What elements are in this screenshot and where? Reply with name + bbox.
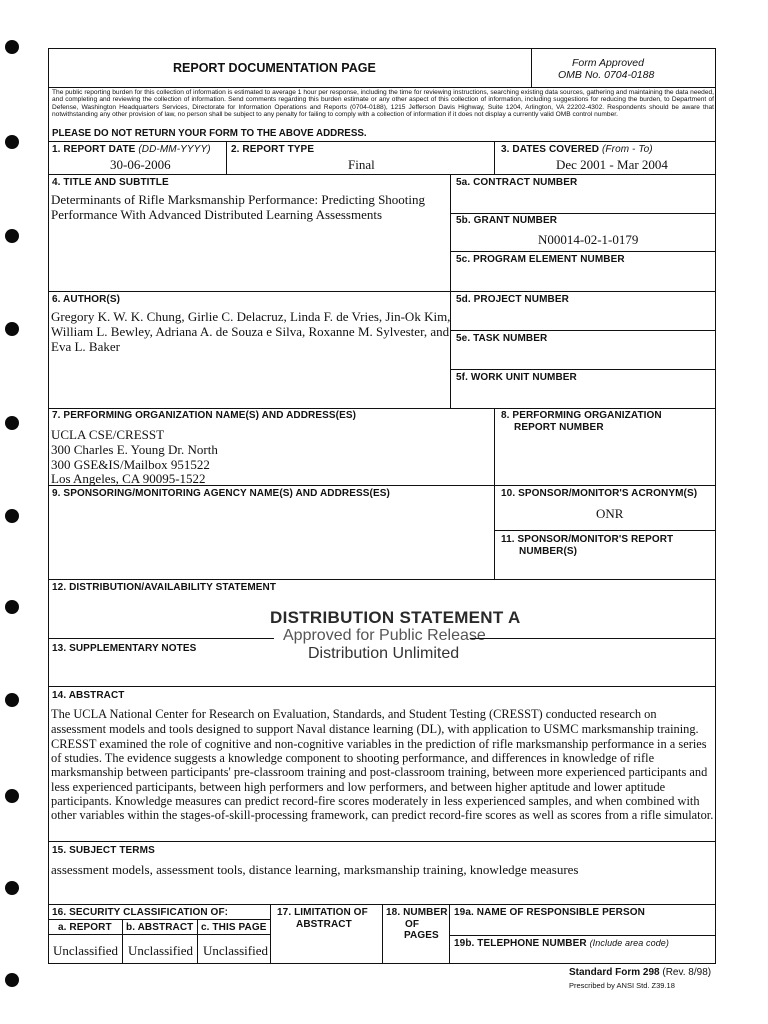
task-number-label: 5e. TASK NUMBER xyxy=(456,333,548,344)
distribution-stamp-heading: DISTRIBUTION STATEMENT A xyxy=(270,608,521,627)
program-element-label: 5c. PROGRAM ELEMENT NUMBER xyxy=(456,254,625,265)
number-pages-label-1: 18. NUMBER xyxy=(386,907,448,918)
performing-org-line-2: 300 Charles E. Young Dr. North xyxy=(51,442,218,457)
omb-number: OMB No. 0704-0188 xyxy=(558,69,655,81)
do-not-return: PLEASE DO NOT RETURN YOUR FORM TO THE ABOVE ADDRESS. xyxy=(52,128,367,139)
sponsor-acronym-label: 10. SPONSOR/MONITOR'S ACRONYM(S) xyxy=(501,488,698,499)
authors-label: 6. AUTHOR(S) xyxy=(52,294,121,305)
sponsor-acronym-value: ONR xyxy=(596,506,624,521)
sponsor-report-label-1: 11. SPONSOR/MONITOR'S REPORT xyxy=(501,534,674,545)
margin-bullet xyxy=(5,135,19,149)
report-type-value: Final xyxy=(348,157,375,172)
authors-line-3: Eva L. Baker xyxy=(51,339,120,354)
security-abstract-value: Unclassified xyxy=(128,943,193,958)
margin-bullet xyxy=(5,789,19,803)
distribution-stamp-approved: Approved for Public Release xyxy=(283,627,486,644)
supplementary-notes-label: 13. SUPPLEMENTARY NOTES xyxy=(52,643,197,654)
performing-report-label-1: 8. PERFORMING ORGANIZATION xyxy=(501,410,662,421)
abstract-line: less experienced participants, between high performers and low performers, and between higher aptitude and lower aptitude xyxy=(51,780,666,794)
margin-bullet xyxy=(5,40,19,54)
authors-line-1: Gregory K. W. K. Chung, Girlie C. Delacruz, Linda F. de Vries, Jin-Ok Kim, xyxy=(51,309,451,324)
contract-number-label: 5a. CONTRACT NUMBER xyxy=(456,177,578,188)
margin-bullet xyxy=(5,973,19,987)
work-unit-label: 5f. WORK UNIT NUMBER xyxy=(456,372,577,383)
abstract-line: of studies. The evidence suggests a knowledge component to shooting performance, and differences in knowledge of rifle xyxy=(51,751,655,765)
abstract-line: participants. Knowledge measures can predict record-fire scores moderately in less experienced samples, and when combined with xyxy=(51,794,700,808)
number-pages-label-3: PAGES xyxy=(404,930,439,941)
margin-bullet xyxy=(5,693,19,707)
prescribed-by: Prescribed by ANSI Std. Z39.18 xyxy=(569,981,675,990)
report-type-label: 2. REPORT TYPE xyxy=(231,144,315,155)
abstract-line: marksmanship between participants' pre-classroom training and post-classroom training, between more experienced participants and xyxy=(51,765,708,779)
report-date-label: 1. REPORT DATE (DD-MM-YYYY) xyxy=(52,144,211,155)
margin-bullet xyxy=(5,600,19,614)
security-page-label: c. THIS PAGE xyxy=(201,922,267,933)
security-abstract-label: b. ABSTRACT xyxy=(126,922,194,933)
form-approved: Form Approved xyxy=(572,57,644,69)
page-title: REPORT DOCUMENTATION PAGE xyxy=(173,61,376,75)
performing-org-line-4: Los Angeles, CA 90095-1522 xyxy=(51,471,206,486)
security-report-label: a. REPORT xyxy=(58,922,112,933)
abstract-line: CRESST examined the role of cognitive and non-cognitive variables in the prediction of rifle marksmanship performance in a series xyxy=(51,737,707,751)
telephone-label: 19b. TELEPHONE NUMBER (Include area code) xyxy=(454,938,670,949)
subject-terms-value: assessment models, assessment tools, distance learning, marksmanship training, knowledge measures xyxy=(51,862,579,877)
dates-covered-label: 3. DATES COVERED (From - To) xyxy=(501,144,653,155)
margin-bullet xyxy=(5,229,19,243)
distribution-stamp-unlimited: Distribution Unlimited xyxy=(308,645,460,662)
project-number-label: 5d. PROJECT NUMBER xyxy=(456,294,569,305)
security-report-value: Unclassified xyxy=(53,943,118,958)
title-line-2: Performance With Advanced Distributed Learning Assessments xyxy=(51,207,383,222)
margin-bullet xyxy=(5,416,19,430)
grant-number-label: 5b. GRANT NUMBER xyxy=(456,215,558,226)
abstract-line: The UCLA National Center for Research on Evaluation, Standards, and Student Testing (CRESST) conducted research on xyxy=(51,707,657,721)
margin-bullet xyxy=(5,881,19,895)
standard-form: Standard Form 298 (Rev. 8/98) xyxy=(569,967,712,978)
sponsor-report-label-2: NUMBER(S) xyxy=(519,546,578,557)
security-page-value: Unclassified xyxy=(203,943,268,958)
burden-statement: The public reporting burden for this collection of information is estimated to average 1 hour per response, including the time for reviewing instructions, searching existing data sources, gathering and maintaining the data needed, and completing and reviewing the collection of information. Send comments regarding this burden estimate or any other aspect of this collection of information, including suggestions for reducing the burden, to Department of Defense, Washington Headquarters Services, Directorate for Information Operations and Reports (0704-0188), 1215 Jefferson Davis Highway, Suite 1204, Arlington, VA 22202-4302. Respondents should be aware that notwithstanding any other provision of law, no person shall be subject to any penalty for failing to comply with a collection of information if it does not display a currently valid OMB control number. xyxy=(52,89,714,119)
limitation-label-2: ABSTRACT xyxy=(296,919,352,930)
abstract-line: other variables within the stages-of-skill-processing framework, can predict record-fire scores as well as scores from a rifle simulator. xyxy=(51,808,714,822)
report-date-value: 30-06-2006 xyxy=(110,157,171,172)
limitation-label-1: 17. LIMITATION OF xyxy=(277,907,368,918)
title-line-1: Determinants of Rifle Marksmanship Performance: Predicting Shooting xyxy=(51,192,426,207)
subject-terms-label: 15. SUBJECT TERMS xyxy=(52,845,155,856)
title-label: 4. TITLE AND SUBTITLE xyxy=(52,177,169,188)
authors-line-2: William L. Bewley, Adriana A. de Souza e Silva, Roxanne M. Sylvester, and xyxy=(51,324,450,339)
abstract-label: 14. ABSTRACT xyxy=(52,690,125,701)
performing-org-line-3: 300 GSE&IS/Mailbox 951522 xyxy=(51,457,210,472)
performing-org-line-1: UCLA CSE/CRESST xyxy=(51,427,165,442)
responsible-person-label: 19a. NAME OF RESPONSIBLE PERSON xyxy=(454,907,645,918)
performing-report-label-2: REPORT NUMBER xyxy=(514,422,604,433)
performing-org-label: 7. PERFORMING ORGANIZATION NAME(S) AND ADDRESS(ES) xyxy=(52,410,357,421)
security-classification-label: 16. SECURITY CLASSIFICATION OF: xyxy=(52,907,229,918)
margin-bullet xyxy=(5,509,19,523)
margin-bullet xyxy=(5,322,19,336)
distribution-label: 12. DISTRIBUTION/AVAILABILITY STATEMENT xyxy=(52,582,277,593)
abstract-line: assessment models and tools designed to support Naval distance learning (DL), with application to USMC marksmanship training. xyxy=(51,722,699,736)
grant-number-value: N00014-02-1-0179 xyxy=(538,232,639,247)
sponsoring-agency-label: 9. SPONSORING/MONITORING AGENCY NAME(S) AND ADDRESS(ES) xyxy=(52,488,390,499)
dates-covered-value: Dec 2001 - Mar 2004 xyxy=(556,157,668,172)
number-pages-label-2: OF xyxy=(405,919,420,930)
